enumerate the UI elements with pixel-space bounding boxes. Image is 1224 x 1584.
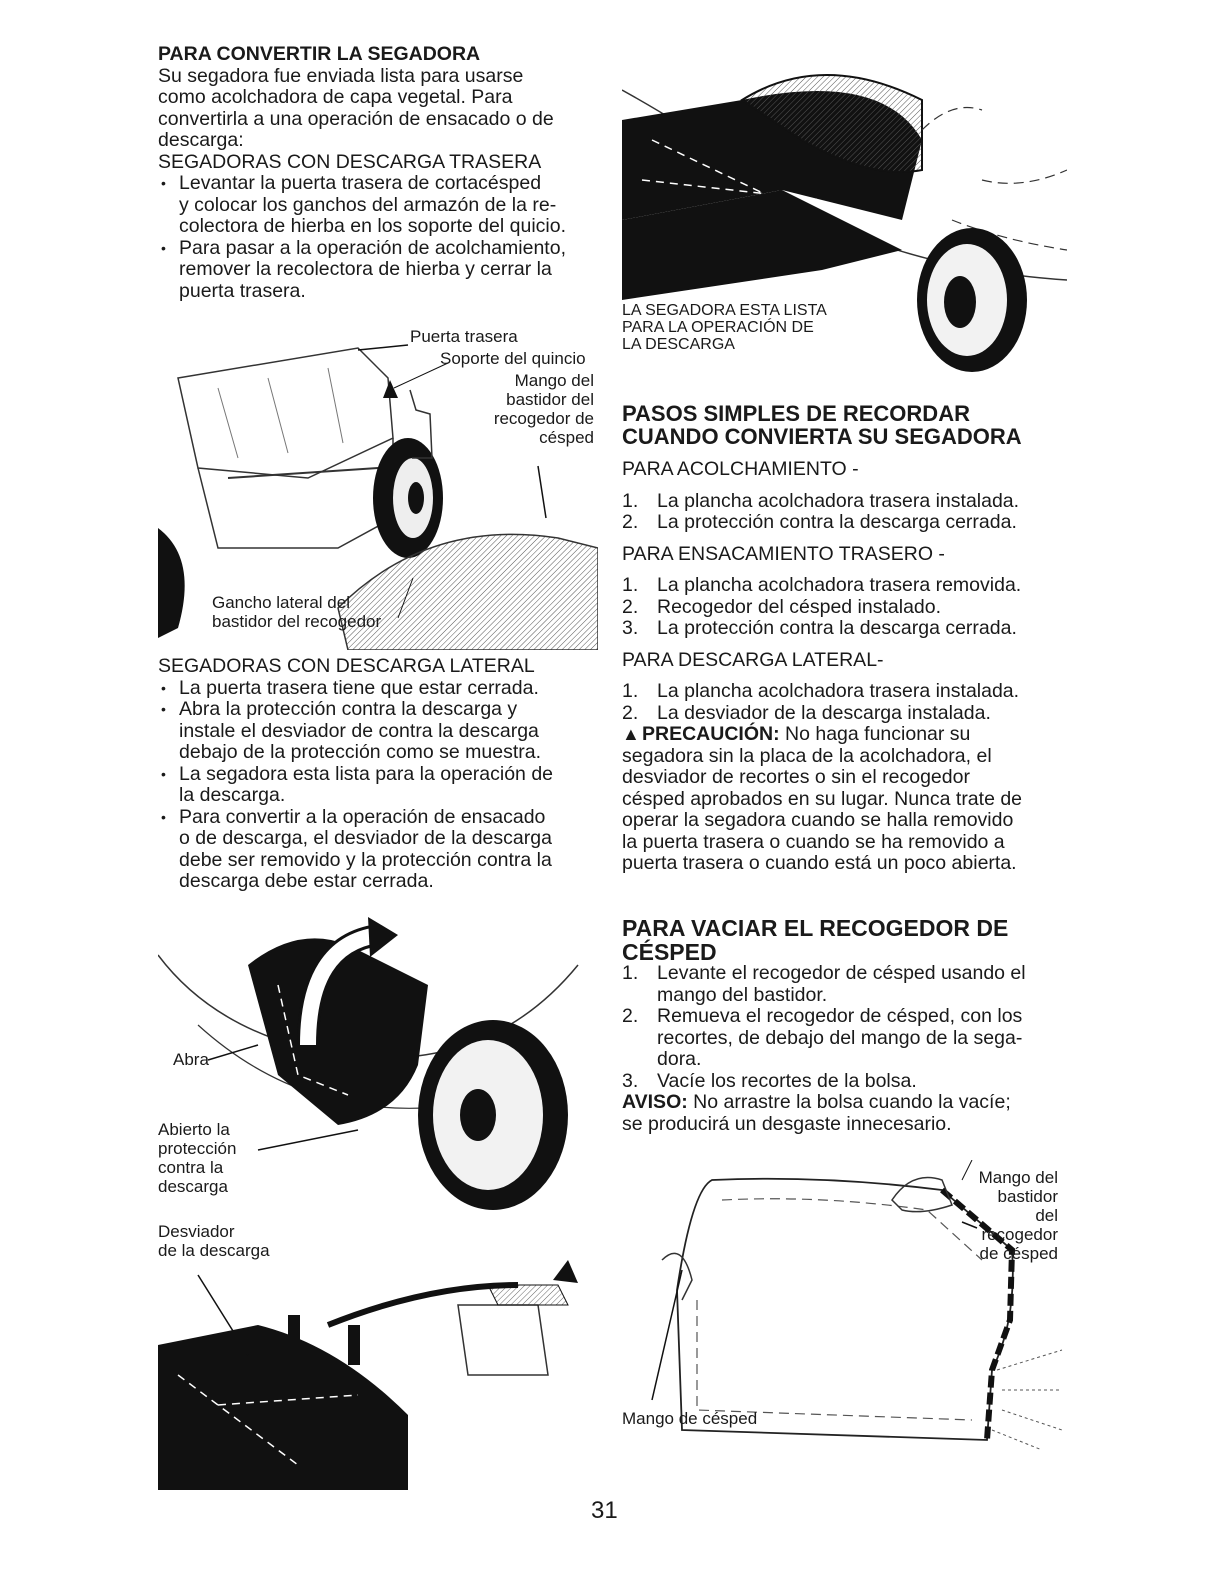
label-mango-cesped: Mango de césped [622, 1409, 758, 1428]
list-item: • Para pasar a la operación de acolchamiento, remover la recolectora de hierba y cerrar la puerta trasera. [158, 238, 598, 303]
list-item: 2. Remueva el recogedor de césped, con los recortes, de debajo del mango de la sega- dora. [622, 1005, 1023, 1070]
list-item: 3. Vacíe los recortes de la bolsa. [622, 1069, 917, 1092]
intro-line: descarga: [158, 129, 244, 151]
label-soporte-quincio: Soporte del quincio [440, 349, 586, 368]
label-mango-bastidor-recogedor: Mango del bastidor del recogedor de césped [978, 1168, 1058, 1263]
discharge-deflector-illustration [158, 905, 598, 1490]
list-item: 2. La desviador de la descarga instalada. [622, 701, 991, 724]
list-item: 1. La plancha acolchadora trasera instalada. [622, 489, 1020, 512]
list-item: • Abra la protección contra la descarga y instale el desviador de contra la descarga debajo de la protección como se muestra. [158, 699, 598, 764]
label-abra: Abra [173, 1050, 209, 1069]
bag-steps [622, 575, 1067, 640]
label-mango-bastidor: Mango del bastidor del recogedor de césped [493, 371, 594, 447]
list-item: • Levantar la puerta trasera de cortacésped y colocar los ganchos del armazón de la re- colectora de hierba en los soporte del quicio. [158, 173, 598, 238]
left-column-intro [158, 44, 598, 302]
list-item: • Para convertir a la operación de ensacado o de descarga, el desviador de la descarga debe ser removido y la protección contra la descarga debe estar cerrada. [158, 807, 598, 893]
list-item: 1. La plancha acolchadora trasera instalada. [622, 680, 1020, 702]
warning-triangle-icon: ▲ [622, 724, 640, 744]
side-discharge-heading-right: PARA DESCARGA LATERAL- [622, 648, 884, 671]
caution-block: ▲ PRECAUCIÓN: No haga funcionar su segadora sin la placa de la acolchadora, el desviador de recortes o sin el recogedor césped aprobados en su lugar. Nunca trate de operar la segadora cuando se halla removido la puerta trasera o cuando se ha removido a puerta trasera o cuando está un poco abierta. [622, 723, 1023, 874]
list-item: • La puerta trasera tiene que estar cerrada. [158, 678, 598, 700]
side-discharge-heading: SEGADORAS CON DESCARGA LATERAL [158, 655, 535, 677]
empty-bag-heading: PARA VACIAR EL RECOGEDOR DE CÉSPED [622, 915, 1009, 965]
intro-line: Su segadora fue enviada lista para usarse [158, 64, 524, 87]
aviso-label: AVISO: [622, 1091, 688, 1113]
side-discharge-list [158, 678, 598, 893]
label-puerta-trasera: Puerta trasera [410, 327, 518, 346]
mulch-heading: PARA ACOLCHAMIENTO - [622, 458, 859, 480]
list-item: 3. La protección contra la descarga cerrada. [622, 617, 1017, 639]
mulch-steps [622, 491, 1067, 534]
list-item: • La segadora esta lista para la operación de la descarga. [158, 764, 598, 807]
label-gancho-lateral: Gancho lateral del bastidor del recogedor [212, 593, 382, 631]
intro-line: convertirla a una operación de ensacado o de [158, 107, 554, 130]
bag-heading: PARA ENSACAMIENTO TRASERO - [622, 542, 945, 565]
list-item: 1. Levante el recogedor de césped usando el mango del bastidor. [622, 962, 1026, 1006]
empty-bag-steps [622, 963, 1067, 1135]
rear-discharge-list [158, 173, 598, 302]
conversion-steps [622, 459, 1067, 875]
caption-ready-discharge: LA SEGADORA ESTA LISTA PARA LA OPERACIÓN DE LA DESCARGA [622, 302, 827, 353]
label-abierto-proteccion: Abierto la protección contra la descarga [158, 1120, 237, 1196]
aviso-block: AVISO: No arrastre la bolsa cuando la vacíe; se producirá un desgaste innecesario. [622, 1091, 1011, 1135]
page-number: 31 [591, 1497, 618, 1524]
side-discharge-section [158, 656, 598, 893]
side-steps [622, 681, 1067, 724]
list-item: 2. Recogedor del césped instalado. [622, 595, 942, 618]
list-item: 2. La protección contra la descarga cerrada. [622, 511, 1017, 533]
caution-label: PRECAUCIÓN: [642, 723, 780, 745]
list-item: 1. La plancha acolchadora trasera removida. [622, 574, 1022, 596]
intro-line: como acolchadora de capa vegetal. Para [158, 86, 513, 108]
label-desviador-descarga: Desviador de la descarga [158, 1222, 270, 1260]
steps-heading: PASOS SIMPLES DE RECORDAR CUANDO CONVIERTA SU SEGADORA [622, 401, 1022, 449]
rear-discharge-heading: SEGADORAS CON DESCARGA TRASERA [158, 150, 542, 173]
section-title-convert: PARA CONVERTIR LA SEGADORA [158, 43, 481, 65]
